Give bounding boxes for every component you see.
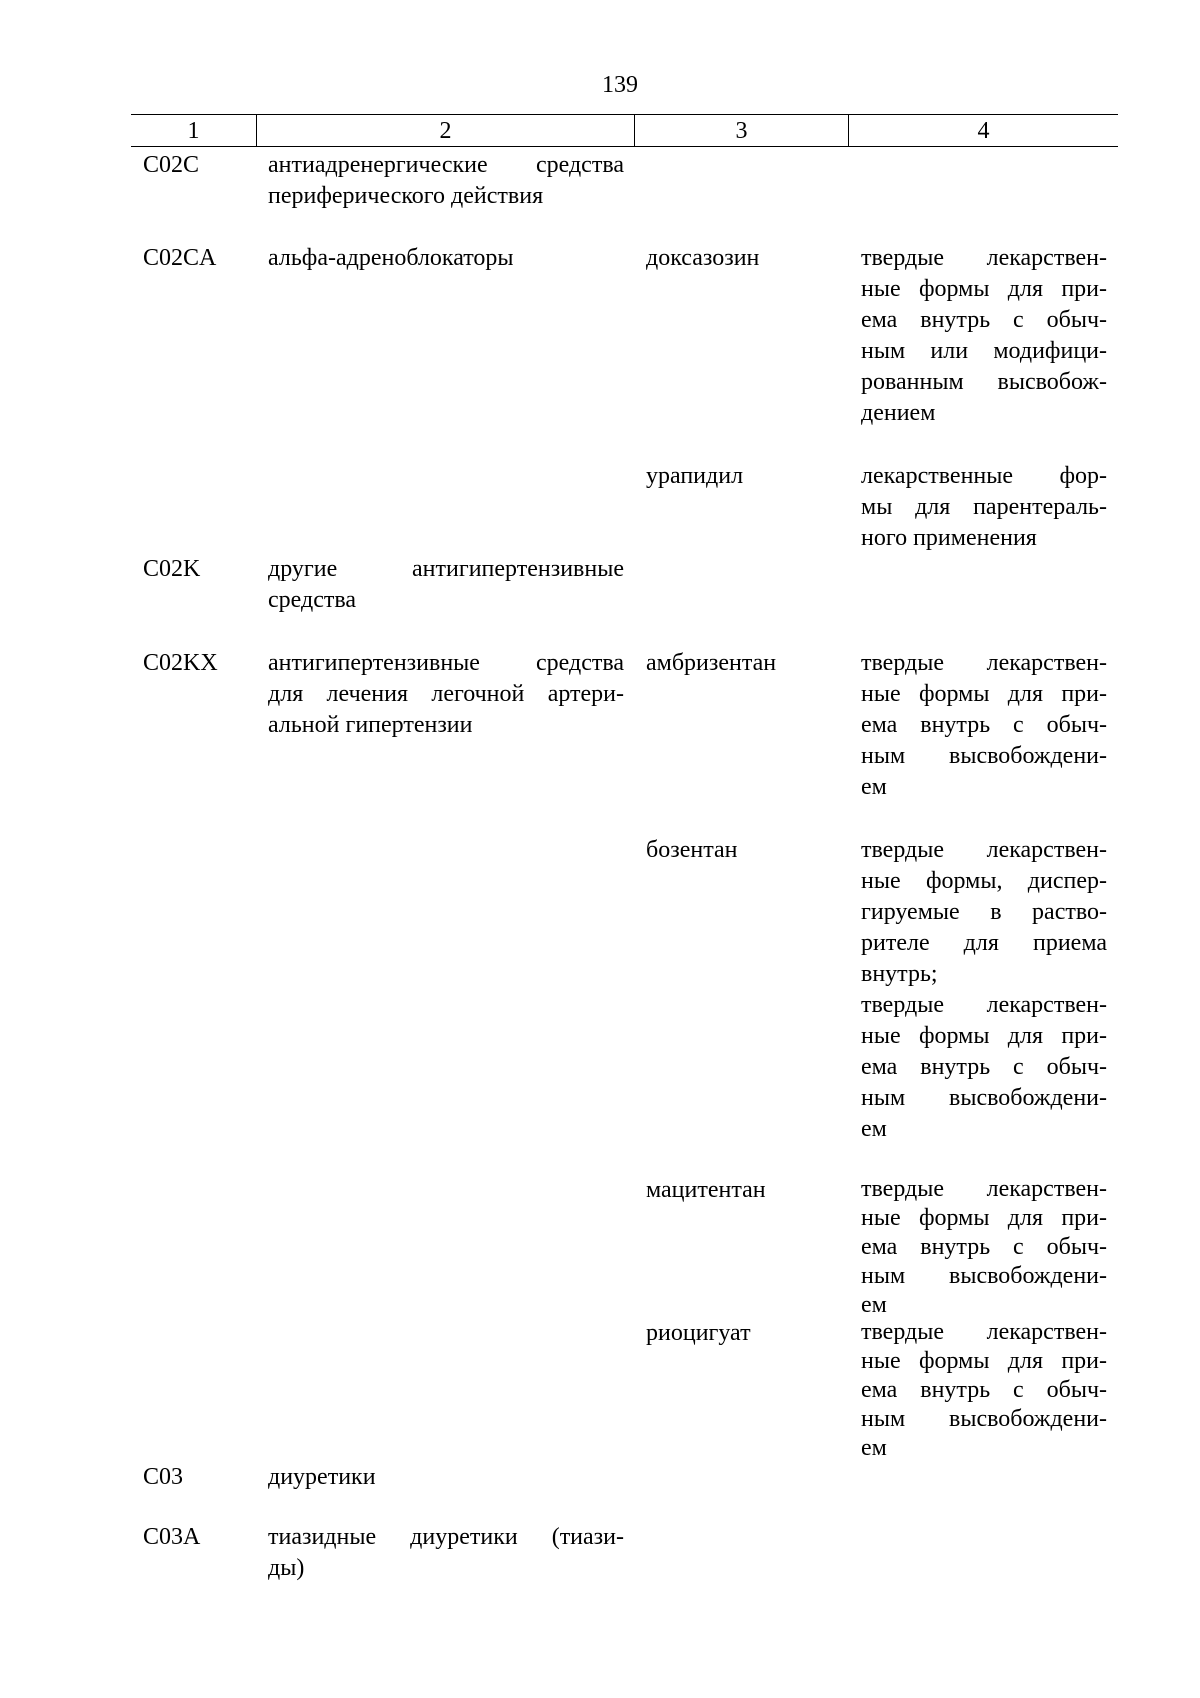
text-line: ным высвобождени-	[861, 1085, 1107, 1111]
text-line: ным высвобождени-	[861, 743, 1107, 769]
text-line: твердые лекарствен-	[861, 1319, 1107, 1345]
text-line: ема внутрь с обыч-	[861, 1377, 1107, 1403]
text-line: другие антигипертензивные	[268, 556, 624, 582]
column-header-1: 1	[187, 118, 200, 144]
text-line: ным высвобождени-	[861, 1406, 1107, 1432]
text-line: антигипертензивные средства	[268, 650, 624, 676]
text-line: ные формы для при-	[861, 276, 1107, 302]
atc-code: C02C	[143, 152, 200, 178]
text-line: рителе для приема	[861, 930, 1107, 956]
text-line: твердые лекарствен-	[861, 1176, 1107, 1202]
column-header-4: 4	[977, 118, 990, 144]
text-line: ные формы для при-	[861, 1023, 1107, 1049]
text-line: ема внутрь с обыч-	[861, 712, 1107, 738]
atc-group-name	[268, 554, 624, 616]
text-line: альной гипертензии	[268, 712, 473, 738]
text-line: периферического действия	[268, 183, 544, 209]
atc-group-name	[268, 150, 624, 212]
drug-name: бозентан	[646, 837, 738, 863]
text-line: твердые лекарствен-	[861, 650, 1107, 676]
atc-group-name	[268, 243, 624, 274]
text-line: ем	[861, 1435, 887, 1461]
text-line: ным или модифици-	[861, 338, 1107, 364]
text-line: ные формы, диспер-	[861, 868, 1107, 894]
text-line: средства	[268, 587, 357, 613]
header-bottom-rule	[131, 146, 1118, 147]
table-top-rule	[131, 114, 1118, 115]
atc-group-name	[268, 1522, 624, 1584]
column-header-3: 3	[735, 118, 748, 144]
text-line: ного применения	[861, 525, 1037, 551]
text-line: рованным высвобож-	[861, 369, 1107, 395]
atc-code: C02K	[143, 556, 201, 582]
dosage-form	[861, 648, 1107, 803]
column-header-2: 2	[439, 118, 452, 144]
text-line: гируемые в раство-	[861, 899, 1107, 925]
atc-code: C03	[143, 1464, 184, 1490]
text-line: ема внутрь с обыч-	[861, 1054, 1107, 1080]
text-line: альфа-адреноблокаторы	[268, 245, 514, 271]
text-line: ем	[861, 1116, 887, 1142]
text-line: ем	[861, 1292, 887, 1318]
text-line: ные формы для при-	[861, 1348, 1107, 1374]
drug-name: амбризентан	[646, 650, 777, 676]
atc-group-name	[268, 1462, 624, 1493]
atc-code: C02KX	[143, 650, 218, 676]
atc-group-name	[268, 648, 624, 741]
drug-name: риоцигуат	[646, 1320, 751, 1346]
text-line: ным высвобождени-	[861, 1263, 1107, 1289]
text-line: твердые лекарствен-	[861, 245, 1107, 271]
text-line: мы для парентераль-	[861, 494, 1107, 520]
text-line: дением	[861, 400, 936, 426]
text-line: ды)	[268, 1555, 305, 1581]
text-line: ема внутрь с обыч-	[861, 307, 1107, 333]
text-line: диуретики	[268, 1464, 376, 1490]
text-line: ема внутрь с обыч-	[861, 1234, 1107, 1260]
atc-code: C03A	[143, 1524, 201, 1550]
drug-name: доксазозин	[646, 245, 760, 271]
page-number: 139	[602, 72, 638, 98]
text-line: тиазидные диуретики (тиази-	[268, 1524, 624, 1550]
atc-code: C02CA	[143, 245, 217, 271]
drug-name: мацитентан	[646, 1177, 766, 1203]
text-line: лекарственные фор-	[861, 463, 1107, 489]
text-line: антиадренергические средства	[268, 152, 624, 178]
text-line: твердые лекарствен-	[861, 992, 1107, 1018]
text-line: для лечения легочной артери-	[268, 681, 624, 707]
drug-name: урапидил	[646, 463, 744, 489]
dosage-form	[861, 461, 1107, 554]
text-line: твердые лекарствен-	[861, 837, 1107, 863]
text-line: внутрь;	[861, 961, 938, 987]
dosage-form	[861, 1318, 1107, 1463]
dosage-form	[861, 1175, 1107, 1320]
text-line: ные формы для при-	[861, 681, 1107, 707]
dosage-form	[861, 243, 1107, 429]
text-line: ные формы для при-	[861, 1205, 1107, 1231]
dosage-form	[861, 835, 1107, 1145]
text-line: ем	[861, 774, 887, 800]
